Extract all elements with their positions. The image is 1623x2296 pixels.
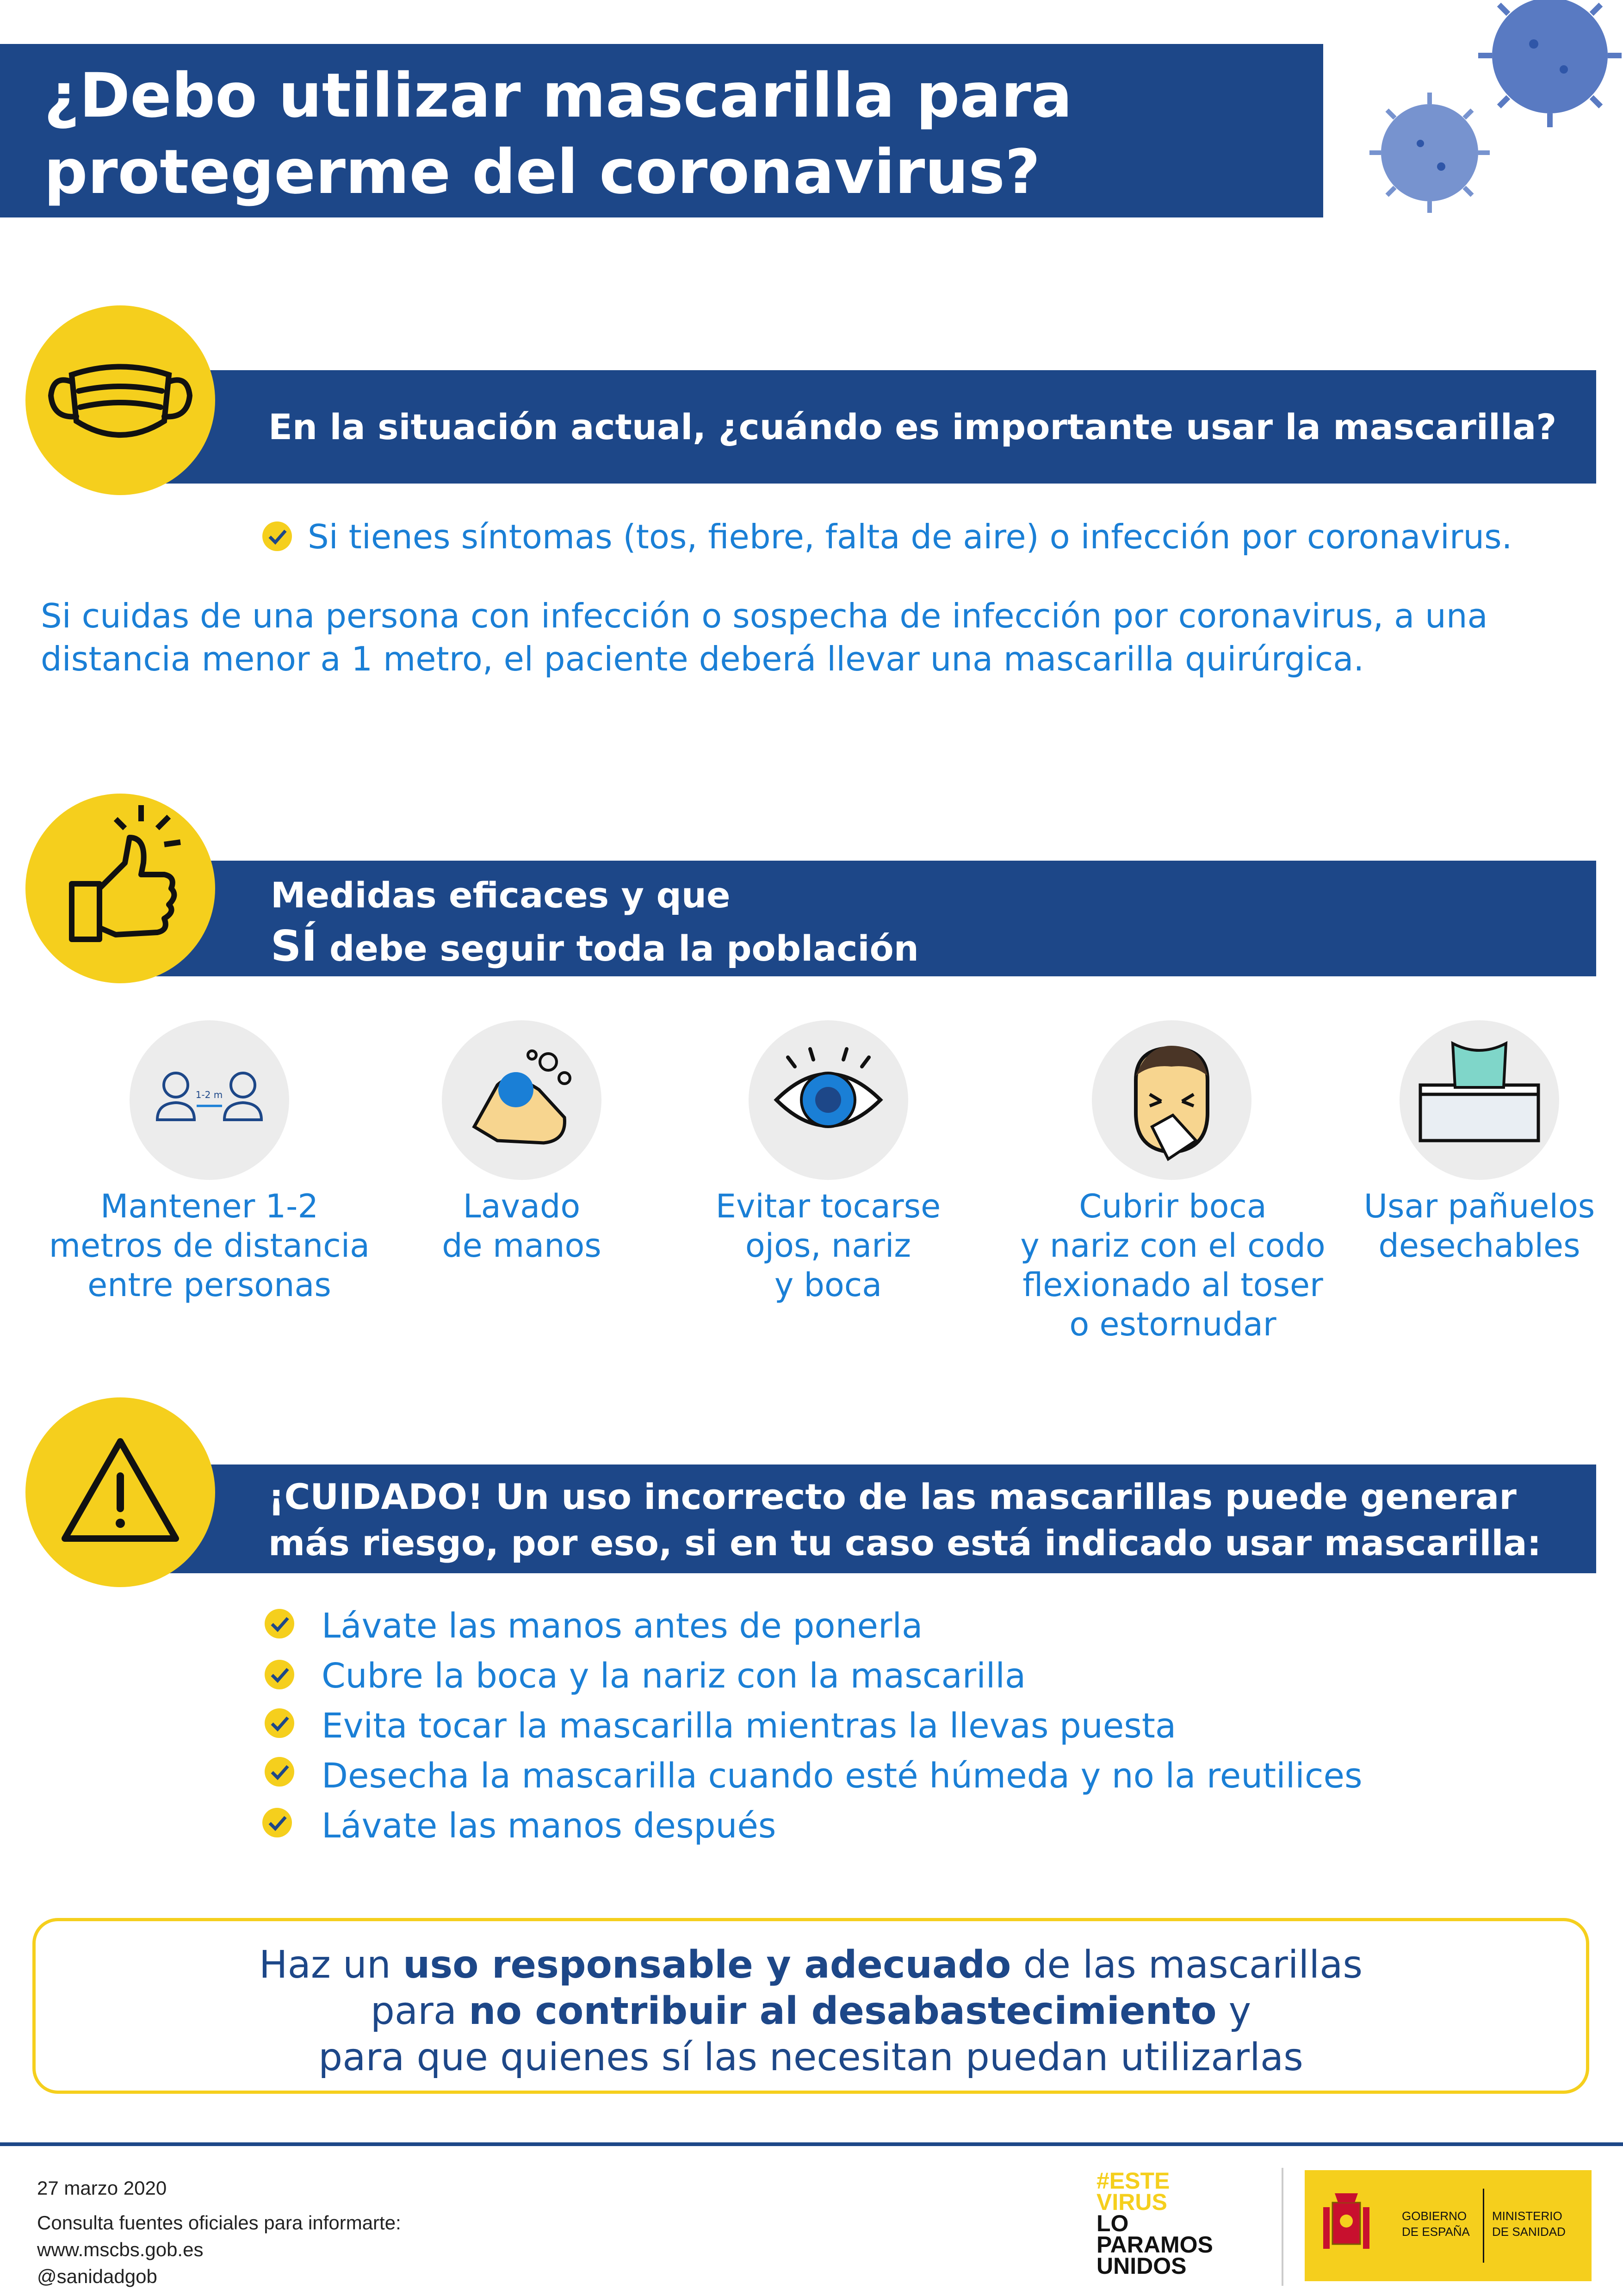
closing-line-2: para no contribuir al desabastecimiento y	[370, 1989, 1251, 2033]
measure-label-distance: Mantener 1-2 metros de distancia entre personas	[49, 1187, 370, 1304]
handwash-icon	[442, 1020, 601, 1180]
check-icon	[261, 1807, 293, 1838]
section1-paragraph: Si cuidas de una persona con infección o sospecha de infección por coronavirus, a una distancia menor a 1 metro, el paciente deberá llevar una mascarilla quirúrgica.	[41, 596, 1488, 678]
list-item: Lávate las manos antes de ponerla	[322, 1606, 923, 1646]
distance-icon	[130, 1020, 289, 1180]
section1-heading-bar	[118, 370, 1596, 484]
warning-icon	[25, 1397, 215, 1587]
check-icon	[261, 521, 293, 552]
coronavirus-illustration	[1356, 0, 1623, 217]
distance-icon-circle	[130, 1020, 289, 1180]
gov-left-text: GOBIERNO DE ESPAÑA	[1402, 2209, 1470, 2239]
measure-label-eye: Evitar tocarse ojos, nariz y boca	[715, 1187, 941, 1304]
closing-line-3: para que quienes sí las necesitan puedan utilizarlas	[318, 2035, 1303, 2079]
list-item: Desecha la mascarilla cuando esté húmeda y no la reutilices	[322, 1756, 1363, 1796]
check-icon	[264, 1659, 295, 1690]
mask-circle	[25, 305, 215, 495]
section1-bullet: Si tienes síntomas (tos, fiebre, falta de aire) o infección por coronavirus.	[308, 517, 1512, 556]
eye-icon-circle	[749, 1020, 908, 1180]
section3-heading: ¡CUIDADO! Un uso incorrecto de las mascarillas puede generar más riesgo, por eso, si en tu caso está indicado usar mascarilla:	[268, 1476, 1542, 1564]
section2-heading-bar	[118, 861, 1596, 976]
government-logo	[1305, 2170, 1592, 2281]
sneeze-icon	[1092, 1020, 1251, 1180]
section3-list	[322, 1601, 1363, 1851]
eye-icon	[749, 1020, 908, 1180]
thumbs-circle	[25, 794, 215, 983]
closing-line-1: Haz un uso responsable y adecuado de las mascarillas	[259, 1943, 1363, 1987]
warning-circle	[25, 1397, 215, 1587]
check-icon	[264, 1707, 295, 1739]
face-mask-icon	[25, 305, 215, 495]
campaign-logo: #ESTE VIRUS LO PARAMOS UNIDOS	[1096, 2168, 1213, 2279]
footer-url[interactable]: www.mscbs.gob.es	[37, 2239, 204, 2260]
section2-heading: Medidas eficaces y que SÍ debe seguir toda la población	[271, 875, 919, 971]
thumbs-up-icon	[25, 794, 215, 983]
closing-message-box	[32, 1918, 1589, 2094]
page-title: ¿Debo utilizar mascarilla para protegerme del coronavirus?	[44, 60, 1072, 208]
footer-handle[interactable]: @sanidadgob	[37, 2265, 157, 2287]
section3-heading-bar	[118, 1464, 1596, 1573]
tissue-box-icon	[1400, 1020, 1559, 1180]
list-item: Lávate las manos después	[322, 1806, 776, 1846]
check-icon	[264, 1756, 295, 1787]
measure-label-tissue: Usar pañuelos desechables	[1363, 1187, 1595, 1265]
sneeze-icon-circle	[1092, 1020, 1251, 1180]
handwash-icon-circle	[442, 1020, 601, 1180]
coat-of-arms-icon	[1305, 2170, 1388, 2281]
footer-separator	[1282, 2168, 1283, 2286]
distance-label: 1-2 m	[195, 1089, 223, 1100]
list-item: Evita tocar la mascarilla mientras la llevas puesta	[322, 1706, 1177, 1746]
measure-label-handwash: Lavado de manos	[442, 1187, 601, 1265]
footer-info: Consulta fuentes oficiales para informarte: www.mscbs.gob.es @sanidadgob	[37, 2209, 401, 2290]
section1-heading: En la situación actual, ¿cuándo es importante usar la mascarilla?	[268, 406, 1557, 447]
footer-divider	[0, 2142, 1623, 2146]
measure-label-sneeze: Cubrir boca y nariz con el codo flexionado al toser o estornudar	[1020, 1187, 1326, 1343]
footer-date: 27 marzo 2020	[37, 2177, 167, 2199]
list-item: Cubre la boca y la nariz con la mascarilla	[322, 1656, 1026, 1696]
section2-emphasis: SÍ	[271, 921, 317, 971]
check-icon	[264, 1608, 295, 1639]
tissue-icon-circle	[1400, 1020, 1559, 1180]
gov-right-text: MINISTERIO DE SANIDAD	[1492, 2209, 1566, 2239]
